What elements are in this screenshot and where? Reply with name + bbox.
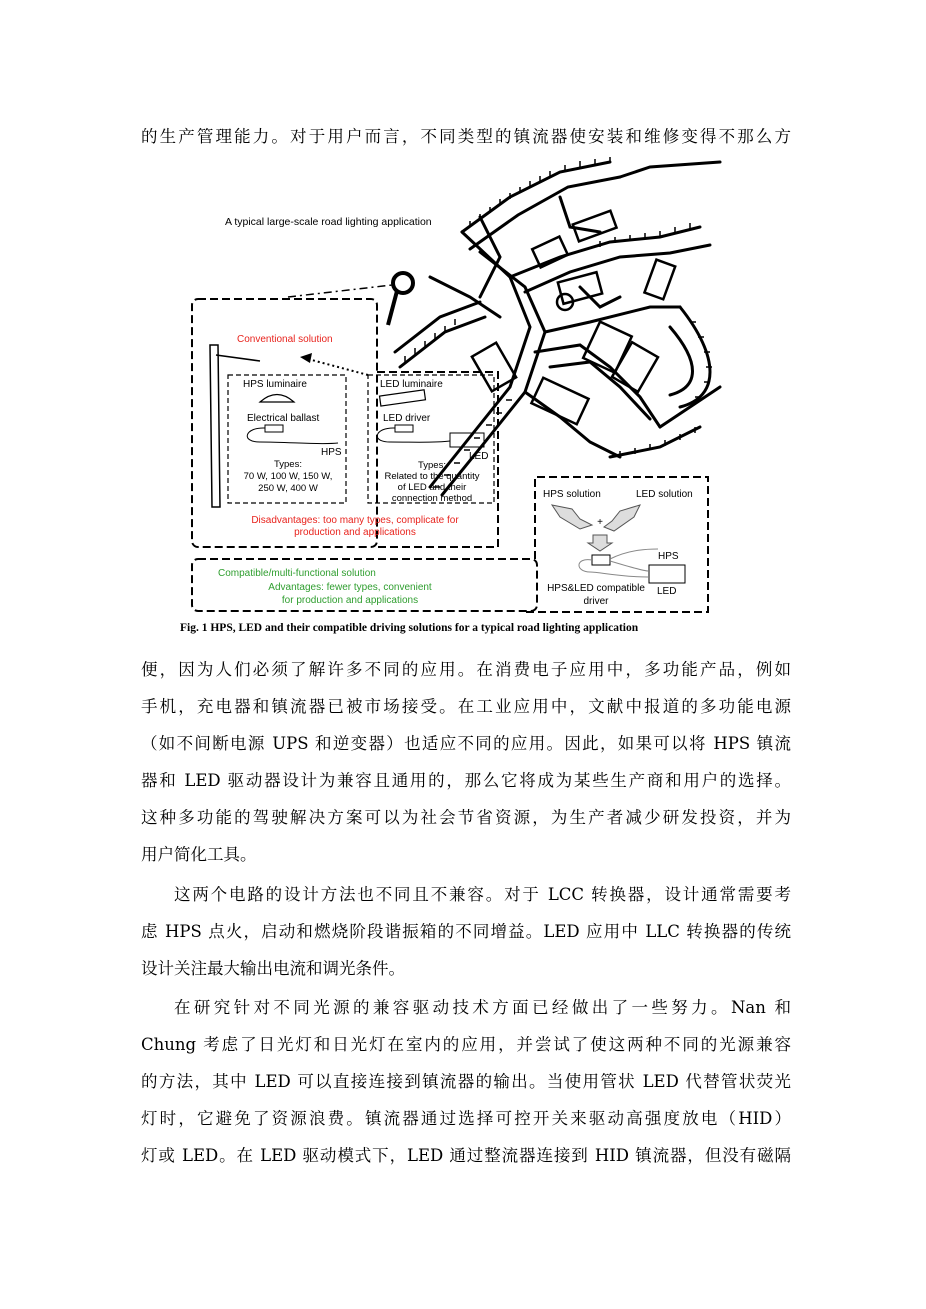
text-line: 便，因为人们必须了解许多不同的应用。在消费电子应用中，多功能产品，例如 <box>141 660 791 679</box>
led-driver-label: LED driver <box>383 413 431 424</box>
hps-types-1: Types: <box>274 459 302 470</box>
text-line: 手机，充电器和镇流器已被市场接受。在工业应用中，文献中报道的多功能电源 <box>141 697 791 716</box>
hps-solution-label: HPS solution <box>543 489 601 500</box>
hps-small-label: HPS <box>321 447 342 458</box>
led-wire <box>377 428 450 442</box>
ballast-wire <box>247 428 338 444</box>
conventional-label: Conventional solution <box>237 334 333 345</box>
hps-small-right: HPS <box>658 551 679 562</box>
street-pole <box>210 345 220 507</box>
road-network <box>395 162 720 495</box>
ballast-icon <box>265 425 283 432</box>
text-line-top <box>141 118 791 155</box>
hps-solution-arrow <box>552 505 592 529</box>
dotted-arrow <box>308 359 368 375</box>
hps-types-2: 70 W, 100 W, 150 W, <box>243 471 333 482</box>
text-line: （如不间断电源 UPS 和逆变器）也适应不同的应用。因此，如果可以将 HPS 镇流 <box>141 734 791 753</box>
text-line: 这两个电路的设计方法也不同且不兼容。对于 LCC 转换器，设计通常需要考 <box>174 885 791 904</box>
text-line: 这种多功能的驾驶解决方案可以为社会节省资源，为生产者减少研发投资，并为 <box>141 808 791 827</box>
compatible-driver-label-2: driver <box>583 596 609 607</box>
text-line: 设计关注最大输出电流和调光条件。 <box>141 959 405 978</box>
advantages-line-1: Advantages: fewer types, convenient <box>268 582 432 593</box>
text-line: 灯时，它避免了资源浪费。镇流器通过选择可控开关来驱动高强度放电（HID） <box>141 1109 791 1128</box>
compatible-label: Compatible/multi-functional solution <box>218 568 376 579</box>
led-types-3: of LED and their <box>397 482 467 493</box>
led-lamp-icon <box>380 390 426 406</box>
hps-lamp-icon <box>260 395 294 403</box>
text-line: 灯或 LED。在 LED 驱动模式下，LED 通过整流器连接到 HID 镇流器，但没有磁隔 <box>141 1146 791 1165</box>
compatible-driver-icon <box>592 555 610 565</box>
led-driver-icon <box>395 425 413 432</box>
figure-title: A typical large-scale road lighting application <box>225 216 432 228</box>
disadvantages-line-1: Disadvantages: too many types, complicate for <box>251 515 459 526</box>
text-line: 在研究针对不同光源的兼容驱动技术方面已经做出了一些努力。Nan 和 <box>174 998 791 1017</box>
led-solution-arrow <box>604 505 640 531</box>
text-line: 的方法，其中 LED 可以直接连接到镇流器的输出。当使用管状 LED 代替管状荧光 <box>141 1072 791 1091</box>
figure-caption: Fig. 1 HPS, LED and their compatible driving solutions for a typical road lighting application <box>180 622 639 634</box>
disadvantages-line-2: production and applications <box>294 527 416 538</box>
advantages-line-2: for production and applications <box>281 595 419 606</box>
paragraph-1 <box>141 651 791 873</box>
down-arrow <box>588 535 612 551</box>
zoom-circle <box>393 273 413 293</box>
plus-sign: + <box>597 517 603 528</box>
compatible-driver-label-1: HPS&LED compatible <box>547 583 645 594</box>
led-small-right: LED <box>657 586 677 597</box>
led-small-label: LED <box>469 451 489 462</box>
road-lighting-figure <box>180 157 745 617</box>
led-types-2: Related to the quantity <box>384 471 480 482</box>
dotted-arrowhead <box>300 353 312 363</box>
zoom-connector <box>288 285 392 297</box>
lamp-marks <box>405 157 712 487</box>
electrical-ballast-label: Electrical ballast <box>247 413 320 424</box>
text-line: 虑 HPS 点火，启动和燃烧阶段谐振箱的不同增益。LED 应用中 LLC 转换器的传统 <box>141 922 791 941</box>
text-line: 用户简化工具。 <box>141 845 257 864</box>
paragraph-2 <box>141 876 791 987</box>
led-types-4: connection method <box>391 493 473 504</box>
compatible-wires <box>610 549 658 571</box>
hps-luminaire-label: HPS luminaire <box>243 379 307 390</box>
led-types-1: Types: <box>418 460 446 471</box>
hps-types-3: 250 W, 400 W <box>258 483 318 494</box>
led-luminaire-label: LED luminaire <box>380 379 443 390</box>
text-line: Chung 考虑了日光灯和日光灯在室内的应用，并尝试了使这两种不同的光源兼容 <box>141 1035 791 1054</box>
text-line: 的生产管理能力。对于用户而言，不同类型的镇流器使安装和维修变得不那么方 <box>141 127 791 146</box>
zoom-handle <box>388 291 397 325</box>
road-blocks <box>472 211 675 424</box>
led-array-right <box>649 565 685 583</box>
text-line: 器和 LED 驱动器设计为兼容且通用的，那么它将成为某些生产商和用户的选择。 <box>141 771 791 790</box>
street-pole-arm <box>216 355 260 361</box>
paragraph-3 <box>141 989 791 1174</box>
led-solution-label: LED solution <box>636 489 693 500</box>
